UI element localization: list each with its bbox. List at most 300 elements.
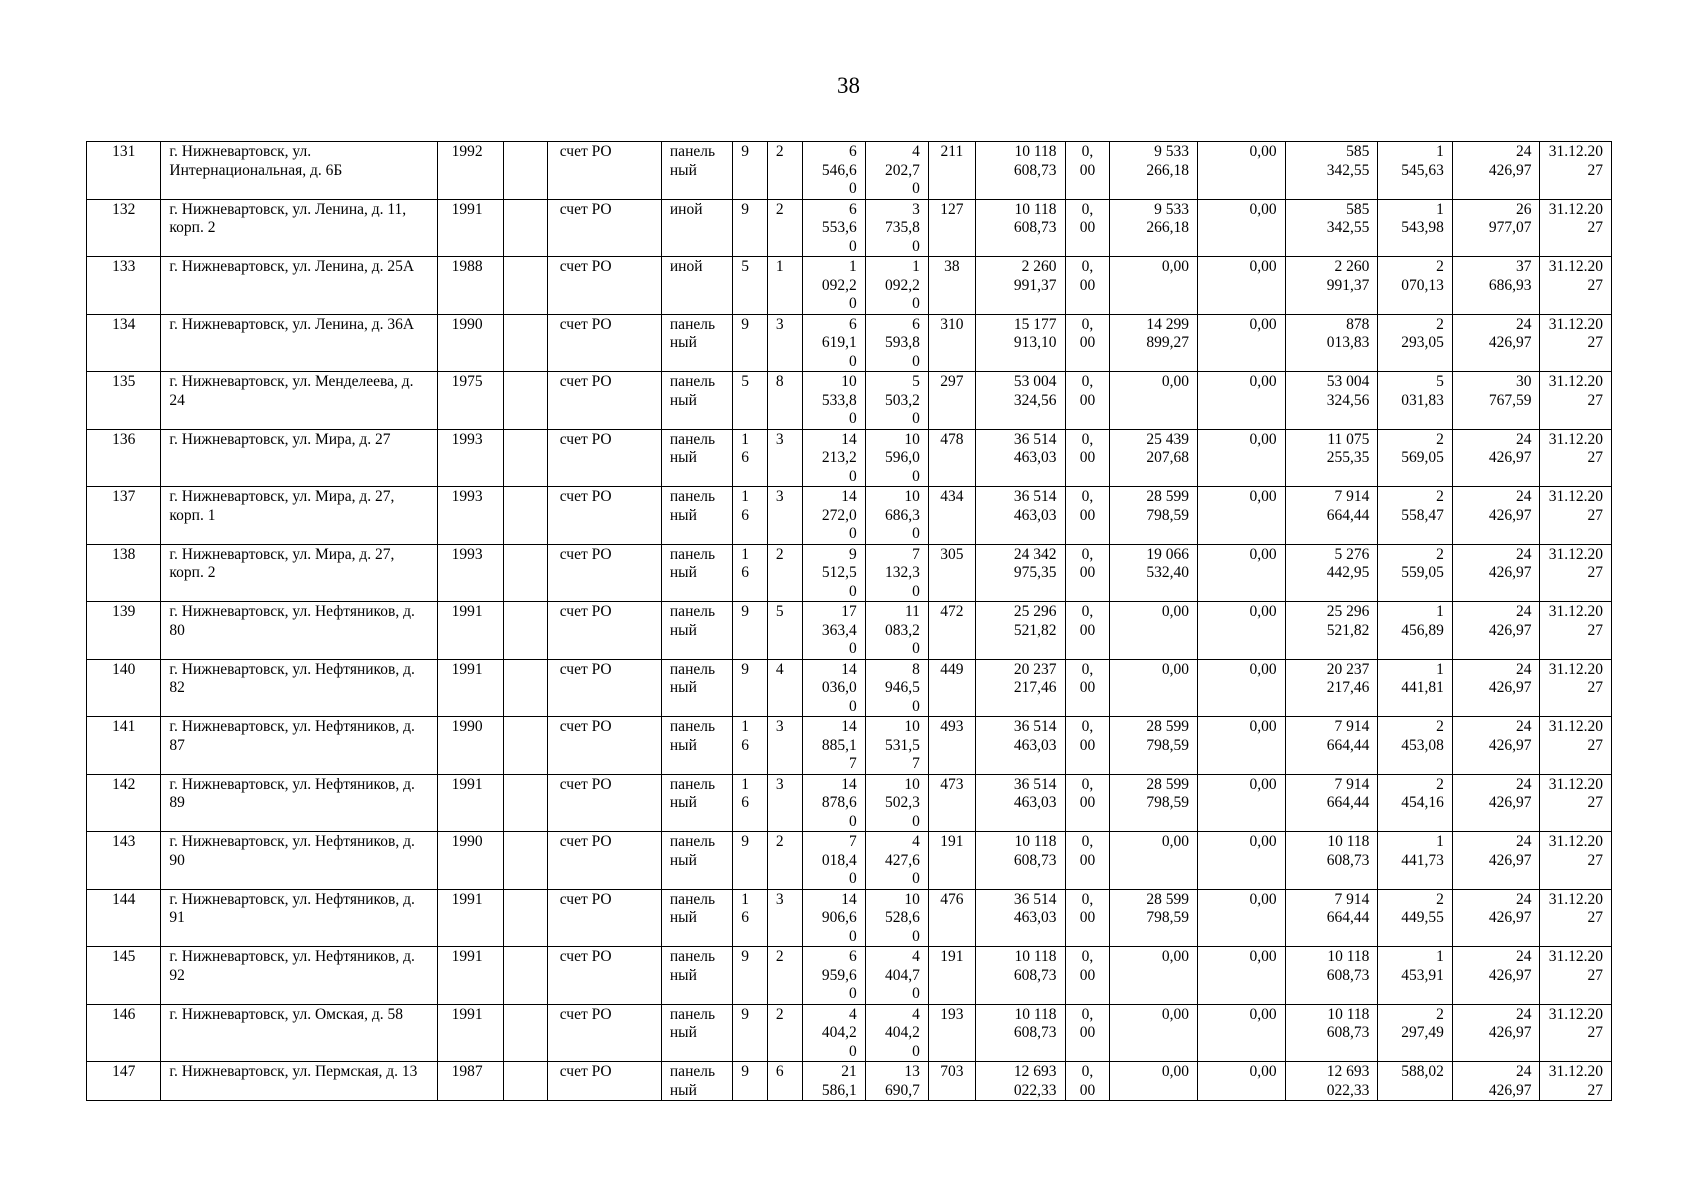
max-cost-cell: 37 686,93: [1452, 257, 1540, 315]
unit-cost-cell: 2 297,49: [1378, 1004, 1452, 1062]
wall-material-cell: панель ный: [661, 774, 732, 832]
max-cost-cell: 24 426,97: [1452, 544, 1540, 602]
total-area-cell: 9 512,5 0: [802, 544, 865, 602]
total-area-cell: 6 619,1 0: [802, 314, 865, 372]
empty-cell: [503, 314, 547, 372]
year-cell: 1975: [437, 372, 503, 430]
living-area-cell: 1 092,2 0: [865, 257, 928, 315]
completion-date-cell: 31.12.20 27: [1540, 487, 1612, 545]
address-cell: г. Нижневартовск, ул. Нефтяников, д. 87: [161, 717, 437, 775]
fund-cell: 0, 00: [1065, 1062, 1110, 1101]
fund-cell: 0, 00: [1065, 199, 1110, 257]
empty-cell: [503, 1062, 547, 1101]
account-cell: счет РО: [547, 314, 661, 372]
fund-cell: 0, 00: [1065, 544, 1110, 602]
floors-cell: 9: [733, 142, 768, 200]
wall-material-cell: панель ный: [661, 889, 732, 947]
row-number-cell: 140: [87, 659, 161, 717]
address-cell: г. Нижневартовск, ул. Нефтяников, д. 89: [161, 774, 437, 832]
fund-cell: 0, 00: [1065, 832, 1110, 890]
table-row: [87, 314, 1612, 372]
floors-cell: 9: [733, 1062, 768, 1101]
row-number-cell: 132: [87, 199, 161, 257]
page-number: 38: [837, 73, 860, 98]
local-budget-cell: 0,00: [1198, 1062, 1286, 1101]
year-cell: 1990: [437, 314, 503, 372]
account-cell: счет РО: [547, 659, 661, 717]
wall-material-cell: панель ный: [661, 947, 732, 1005]
local-budget-cell: 0,00: [1198, 372, 1286, 430]
address-cell: г. Нижневартовск, ул. Ленина, д. 36А: [161, 314, 437, 372]
year-cell: 1991: [437, 1004, 503, 1062]
completion-date-cell: 31.12.20 27: [1540, 429, 1612, 487]
address-cell: г. Нижневартовск, ул. Мира, д. 27: [161, 429, 437, 487]
living-area-cell: 5 503,2 0: [865, 372, 928, 430]
fund-cell: 0, 00: [1065, 142, 1110, 200]
address-cell: г. Нижневартовск, ул. Ленина, д. 25А: [161, 257, 437, 315]
regional-budget-cell: 0,00: [1110, 1062, 1198, 1101]
local-budget-cell: 0,00: [1198, 602, 1286, 660]
total-cost-cell: 24 342 975,35: [975, 544, 1065, 602]
unit-cost-cell: 2 070,13: [1378, 257, 1452, 315]
address-cell: г. Нижневартовск, ул. Нефтяников, д. 80: [161, 602, 437, 660]
unit-cost-cell: 2 569,05: [1378, 429, 1452, 487]
empty-cell: [503, 257, 547, 315]
owners-funds-cell: 11 075 255,35: [1285, 429, 1378, 487]
total-area-cell: 6 553,6 0: [802, 199, 865, 257]
year-cell: 1993: [437, 429, 503, 487]
wall-material-cell: панель ный: [661, 832, 732, 890]
local-budget-cell: 0,00: [1198, 199, 1286, 257]
entrances-cell: 3: [767, 717, 802, 775]
local-budget-cell: 0,00: [1198, 1004, 1286, 1062]
year-cell: 1987: [437, 1062, 503, 1101]
table-row: [87, 1004, 1612, 1062]
living-area-cell: 11 083,2 0: [865, 602, 928, 660]
total-area-cell: 7 018,4 0: [802, 832, 865, 890]
fund-cell: 0, 00: [1065, 774, 1110, 832]
total-area-cell: 14 213,2 0: [802, 429, 865, 487]
floors-cell: 9: [733, 832, 768, 890]
owners-funds-cell: 53 004 324,56: [1285, 372, 1378, 430]
living-area-cell: 8 946,5 0: [865, 659, 928, 717]
regional-budget-cell: 0,00: [1110, 659, 1198, 717]
wall-material-cell: панель ный: [661, 372, 732, 430]
address-cell: г. Нижневартовск, ул. Мира, д. 27, корп. 2: [161, 544, 437, 602]
local-budget-cell: 0,00: [1198, 314, 1286, 372]
total-cost-cell: 36 514 463,03: [975, 487, 1065, 545]
owners-funds-cell: 878 013,83: [1285, 314, 1378, 372]
floors-cell: 9: [733, 1004, 768, 1062]
regional-budget-cell: 0,00: [1110, 832, 1198, 890]
local-budget-cell: 0,00: [1198, 832, 1286, 890]
entrances-cell: 2: [767, 544, 802, 602]
total-cost-cell: 2 260 991,37: [975, 257, 1065, 315]
regional-budget-cell: 9 533 266,18: [1110, 199, 1198, 257]
wall-material-cell: панель ный: [661, 659, 732, 717]
empty-cell: [503, 774, 547, 832]
year-cell: 1991: [437, 889, 503, 947]
max-cost-cell: 24 426,97: [1452, 429, 1540, 487]
residents-cell: 476: [928, 889, 975, 947]
max-cost-cell: 24 426,97: [1452, 142, 1540, 200]
table-row: [87, 429, 1612, 487]
residents-cell: 38: [928, 257, 975, 315]
floors-cell: 1 6: [733, 429, 768, 487]
total-area-cell: 14 885,1 7: [802, 717, 865, 775]
owners-funds-cell: 7 914 664,44: [1285, 717, 1378, 775]
entrances-cell: 5: [767, 602, 802, 660]
residents-cell: 297: [928, 372, 975, 430]
completion-date-cell: 31.12.20 27: [1540, 774, 1612, 832]
completion-date-cell: 31.12.20 27: [1540, 314, 1612, 372]
max-cost-cell: 24 426,97: [1452, 889, 1540, 947]
account-cell: счет РО: [547, 889, 661, 947]
account-cell: счет РО: [547, 257, 661, 315]
total-area-cell: 14 906,6 0: [802, 889, 865, 947]
owners-funds-cell: 10 118 608,73: [1285, 832, 1378, 890]
account-cell: счет РО: [547, 429, 661, 487]
account-cell: счет РО: [547, 717, 661, 775]
fund-cell: 0, 00: [1065, 659, 1110, 717]
table-row: [87, 544, 1612, 602]
total-cost-cell: 12 693 022,33: [975, 1062, 1065, 1101]
year-cell: 1991: [437, 947, 503, 1005]
entrances-cell: 2: [767, 1004, 802, 1062]
table-row: [87, 889, 1612, 947]
unit-cost-cell: 2 449,55: [1378, 889, 1452, 947]
total-area-cell: 14 272,0 0: [802, 487, 865, 545]
residents-cell: 478: [928, 429, 975, 487]
total-area-cell: 10 533,8 0: [802, 372, 865, 430]
table-row: [87, 372, 1612, 430]
table-row: [87, 257, 1612, 315]
wall-material-cell: панель ный: [661, 429, 732, 487]
account-cell: счет РО: [547, 602, 661, 660]
entrances-cell: 2: [767, 832, 802, 890]
address-cell: г. Нижневартовск, ул. Нефтяников, д. 92: [161, 947, 437, 1005]
table-row: [87, 487, 1612, 545]
row-number-cell: 131: [87, 142, 161, 200]
owners-funds-cell: 585 342,55: [1285, 142, 1378, 200]
local-budget-cell: 0,00: [1198, 429, 1286, 487]
completion-date-cell: 31.12.20 27: [1540, 257, 1612, 315]
empty-cell: [503, 199, 547, 257]
empty-cell: [503, 544, 547, 602]
unit-cost-cell: 1 545,63: [1378, 142, 1452, 200]
owners-funds-cell: 585 342,55: [1285, 199, 1378, 257]
living-area-cell: 4 202,7 0: [865, 142, 928, 200]
empty-cell: [503, 717, 547, 775]
local-budget-cell: 0,00: [1198, 774, 1286, 832]
completion-date-cell: 31.12.20 27: [1540, 142, 1612, 200]
living-area-cell: 3 735,8 0: [865, 199, 928, 257]
residents-cell: 193: [928, 1004, 975, 1062]
address-cell: г. Нижневартовск, ул. Мира, д. 27, корп. 1: [161, 487, 437, 545]
total-area-cell: 14 878,6 0: [802, 774, 865, 832]
completion-date-cell: 31.12.20 27: [1540, 832, 1612, 890]
max-cost-cell: 24 426,97: [1452, 487, 1540, 545]
living-area-cell: 10 686,3 0: [865, 487, 928, 545]
fund-cell: 0, 00: [1065, 889, 1110, 947]
account-cell: счет РО: [547, 947, 661, 1005]
address-cell: г. Нижневартовск, ул. Нефтяников, д. 90: [161, 832, 437, 890]
living-area-cell: 4 404,2 0: [865, 1004, 928, 1062]
entrances-cell: 4: [767, 659, 802, 717]
year-cell: 1991: [437, 659, 503, 717]
max-cost-cell: 30 767,59: [1452, 372, 1540, 430]
account-cell: счет РО: [547, 199, 661, 257]
row-number-cell: 141: [87, 717, 161, 775]
floors-cell: 1 6: [733, 544, 768, 602]
row-number-cell: 139: [87, 602, 161, 660]
year-cell: 1993: [437, 487, 503, 545]
total-cost-cell: 15 177 913,10: [975, 314, 1065, 372]
total-cost-cell: 36 514 463,03: [975, 717, 1065, 775]
completion-date-cell: 31.12.20 27: [1540, 1004, 1612, 1062]
max-cost-cell: 24 426,97: [1452, 659, 1540, 717]
wall-material-cell: панель ный: [661, 544, 732, 602]
account-cell: счет РО: [547, 544, 661, 602]
fund-cell: 0, 00: [1065, 487, 1110, 545]
entrances-cell: 2: [767, 947, 802, 1005]
owners-funds-cell: 7 914 664,44: [1285, 774, 1378, 832]
max-cost-cell: 24 426,97: [1452, 947, 1540, 1005]
max-cost-cell: 24 426,97: [1452, 602, 1540, 660]
regional-budget-cell: 0,00: [1110, 372, 1198, 430]
year-cell: 1991: [437, 199, 503, 257]
total-area-cell: 21 586,1: [802, 1062, 865, 1101]
unit-cost-cell: 1 543,98: [1378, 199, 1452, 257]
unit-cost-cell: 1 456,89: [1378, 602, 1452, 660]
max-cost-cell: 24 426,97: [1452, 832, 1540, 890]
residents-cell: 703: [928, 1062, 975, 1101]
address-cell: г. Нижневартовск, ул. Интернациональная, д. 6Б: [161, 142, 437, 200]
residents-cell: 493: [928, 717, 975, 775]
unit-cost-cell: 2 559,05: [1378, 544, 1452, 602]
completion-date-cell: 31.12.20 27: [1540, 717, 1612, 775]
entrances-cell: 3: [767, 889, 802, 947]
entrances-cell: 1: [767, 257, 802, 315]
entrances-cell: 2: [767, 142, 802, 200]
wall-material-cell: панель ный: [661, 314, 732, 372]
residents-cell: 449: [928, 659, 975, 717]
address-cell: г. Нижневартовск, ул. Омская, д. 58: [161, 1004, 437, 1062]
row-number-cell: 143: [87, 832, 161, 890]
residents-cell: 211: [928, 142, 975, 200]
entrances-cell: 2: [767, 199, 802, 257]
local-budget-cell: 0,00: [1198, 487, 1286, 545]
regional-budget-cell: 28 599 798,59: [1110, 774, 1198, 832]
regional-budget-cell: 0,00: [1110, 257, 1198, 315]
address-cell: г. Нижневартовск, ул. Пермская, д. 13: [161, 1062, 437, 1101]
entrances-cell: 8: [767, 372, 802, 430]
fund-cell: 0, 00: [1065, 1004, 1110, 1062]
completion-date-cell: 31.12.20 27: [1540, 1062, 1612, 1101]
unit-cost-cell: 1 441,81: [1378, 659, 1452, 717]
wall-material-cell: иной: [661, 199, 732, 257]
total-cost-cell: 36 514 463,03: [975, 889, 1065, 947]
account-cell: счет РО: [547, 1004, 661, 1062]
living-area-cell: 13 690,7: [865, 1062, 928, 1101]
table-row: [87, 1062, 1612, 1101]
floors-cell: 1 6: [733, 774, 768, 832]
table-row: [87, 142, 1612, 200]
empty-cell: [503, 947, 547, 1005]
year-cell: 1988: [437, 257, 503, 315]
unit-cost-cell: 2 558,47: [1378, 487, 1452, 545]
empty-cell: [503, 487, 547, 545]
max-cost-cell: 26 977,07: [1452, 199, 1540, 257]
local-budget-cell: 0,00: [1198, 142, 1286, 200]
total-cost-cell: 36 514 463,03: [975, 429, 1065, 487]
owners-funds-cell: 2 260 991,37: [1285, 257, 1378, 315]
owners-funds-cell: 20 237 217,46: [1285, 659, 1378, 717]
total-cost-cell: 10 118 608,73: [975, 142, 1065, 200]
completion-date-cell: 31.12.20 27: [1540, 372, 1612, 430]
empty-cell: [503, 1004, 547, 1062]
living-area-cell: 10 531,5 7: [865, 717, 928, 775]
row-number-cell: 144: [87, 889, 161, 947]
address-cell: г. Нижневартовск, ул. Ленина, д. 11, корп. 2: [161, 199, 437, 257]
account-cell: счет РО: [547, 832, 661, 890]
row-number-cell: 147: [87, 1062, 161, 1101]
max-cost-cell: 24 426,97: [1452, 774, 1540, 832]
residents-cell: 191: [928, 832, 975, 890]
residents-cell: 472: [928, 602, 975, 660]
account-cell: счет РО: [547, 142, 661, 200]
floors-cell: 1 6: [733, 889, 768, 947]
year-cell: 1993: [437, 544, 503, 602]
total-cost-cell: 36 514 463,03: [975, 774, 1065, 832]
total-cost-cell: 10 118 608,73: [975, 832, 1065, 890]
account-cell: счет РО: [547, 487, 661, 545]
completion-date-cell: 31.12.20 27: [1540, 544, 1612, 602]
housing-table: [86, 141, 1612, 1101]
empty-cell: [503, 659, 547, 717]
floors-cell: 1 6: [733, 717, 768, 775]
total-cost-cell: 53 004 324,56: [975, 372, 1065, 430]
total-area-cell: 4 404,2 0: [802, 1004, 865, 1062]
address-cell: г. Нижневартовск, ул. Нефтяников, д. 91: [161, 889, 437, 947]
unit-cost-cell: 1 453,91: [1378, 947, 1452, 1005]
residents-cell: 191: [928, 947, 975, 1005]
year-cell: 1991: [437, 602, 503, 660]
empty-cell: [503, 372, 547, 430]
living-area-cell: 7 132,3 0: [865, 544, 928, 602]
residents-cell: 434: [928, 487, 975, 545]
wall-material-cell: панель ный: [661, 487, 732, 545]
row-number-cell: 133: [87, 257, 161, 315]
living-area-cell: 10 502,3 0: [865, 774, 928, 832]
entrances-cell: 3: [767, 774, 802, 832]
table-row: [87, 832, 1612, 890]
table-row: [87, 717, 1612, 775]
owners-funds-cell: 7 914 664,44: [1285, 889, 1378, 947]
table-row: [87, 947, 1612, 1005]
wall-material-cell: панель ный: [661, 142, 732, 200]
regional-budget-cell: 28 599 798,59: [1110, 717, 1198, 775]
regional-budget-cell: 28 599 798,59: [1110, 889, 1198, 947]
empty-cell: [503, 429, 547, 487]
wall-material-cell: панель ный: [661, 1004, 732, 1062]
completion-date-cell: 31.12.20 27: [1540, 947, 1612, 1005]
residents-cell: 305: [928, 544, 975, 602]
completion-date-cell: 31.12.20 27: [1540, 602, 1612, 660]
floors-cell: 9: [733, 199, 768, 257]
wall-material-cell: панель ный: [661, 1062, 732, 1101]
row-number-cell: 142: [87, 774, 161, 832]
living-area-cell: 10 528,6 0: [865, 889, 928, 947]
row-number-cell: 138: [87, 544, 161, 602]
entrances-cell: 3: [767, 314, 802, 372]
table-row: [87, 602, 1612, 660]
regional-budget-cell: 25 439 207,68: [1110, 429, 1198, 487]
owners-funds-cell: 5 276 442,95: [1285, 544, 1378, 602]
regional-budget-cell: 0,00: [1110, 947, 1198, 1005]
floors-cell: 5: [733, 257, 768, 315]
total-area-cell: 6 959,6 0: [802, 947, 865, 1005]
account-cell: счет РО: [547, 1062, 661, 1101]
residents-cell: 310: [928, 314, 975, 372]
unit-cost-cell: 2 293,05: [1378, 314, 1452, 372]
local-budget-cell: 0,00: [1198, 257, 1286, 315]
fund-cell: 0, 00: [1065, 257, 1110, 315]
account-cell: счет РО: [547, 372, 661, 430]
living-area-cell: 6 593,8 0: [865, 314, 928, 372]
floors-cell: 9: [733, 314, 768, 372]
fund-cell: 0, 00: [1065, 372, 1110, 430]
unit-cost-cell: 2 453,08: [1378, 717, 1452, 775]
unit-cost-cell: 588,02: [1378, 1062, 1452, 1101]
owners-funds-cell: 10 118 608,73: [1285, 947, 1378, 1005]
fund-cell: 0, 00: [1065, 947, 1110, 1005]
table-row: [87, 199, 1612, 257]
total-cost-cell: 10 118 608,73: [975, 947, 1065, 1005]
address-cell: г. Нижневартовск, ул. Менделеева, д. 24: [161, 372, 437, 430]
empty-cell: [503, 142, 547, 200]
entrances-cell: 6: [767, 1062, 802, 1101]
max-cost-cell: 24 426,97: [1452, 1004, 1540, 1062]
max-cost-cell: 24 426,97: [1452, 717, 1540, 775]
empty-cell: [503, 602, 547, 660]
entrances-cell: 3: [767, 429, 802, 487]
total-area-cell: 17 363,4 0: [802, 602, 865, 660]
floors-cell: 9: [733, 659, 768, 717]
regional-budget-cell: 28 599 798,59: [1110, 487, 1198, 545]
total-cost-cell: 25 296 521,82: [975, 602, 1065, 660]
owners-funds-cell: 7 914 664,44: [1285, 487, 1378, 545]
living-area-cell: 4 427,6 0: [865, 832, 928, 890]
year-cell: 1990: [437, 832, 503, 890]
local-budget-cell: 0,00: [1198, 717, 1286, 775]
empty-cell: [503, 832, 547, 890]
unit-cost-cell: 5 031,83: [1378, 372, 1452, 430]
owners-funds-cell: 25 296 521,82: [1285, 602, 1378, 660]
address-cell: г. Нижневартовск, ул. Нефтяников, д. 82: [161, 659, 437, 717]
total-cost-cell: 10 118 608,73: [975, 1004, 1065, 1062]
fund-cell: 0, 00: [1065, 314, 1110, 372]
fund-cell: 0, 00: [1065, 429, 1110, 487]
local-budget-cell: 0,00: [1198, 947, 1286, 1005]
living-area-cell: 10 596,0 0: [865, 429, 928, 487]
living-area-cell: 4 404,7 0: [865, 947, 928, 1005]
floors-cell: 9: [733, 947, 768, 1005]
fund-cell: 0, 00: [1065, 602, 1110, 660]
max-cost-cell: 24 426,97: [1452, 314, 1540, 372]
table-row: [87, 659, 1612, 717]
floors-cell: 1 6: [733, 487, 768, 545]
